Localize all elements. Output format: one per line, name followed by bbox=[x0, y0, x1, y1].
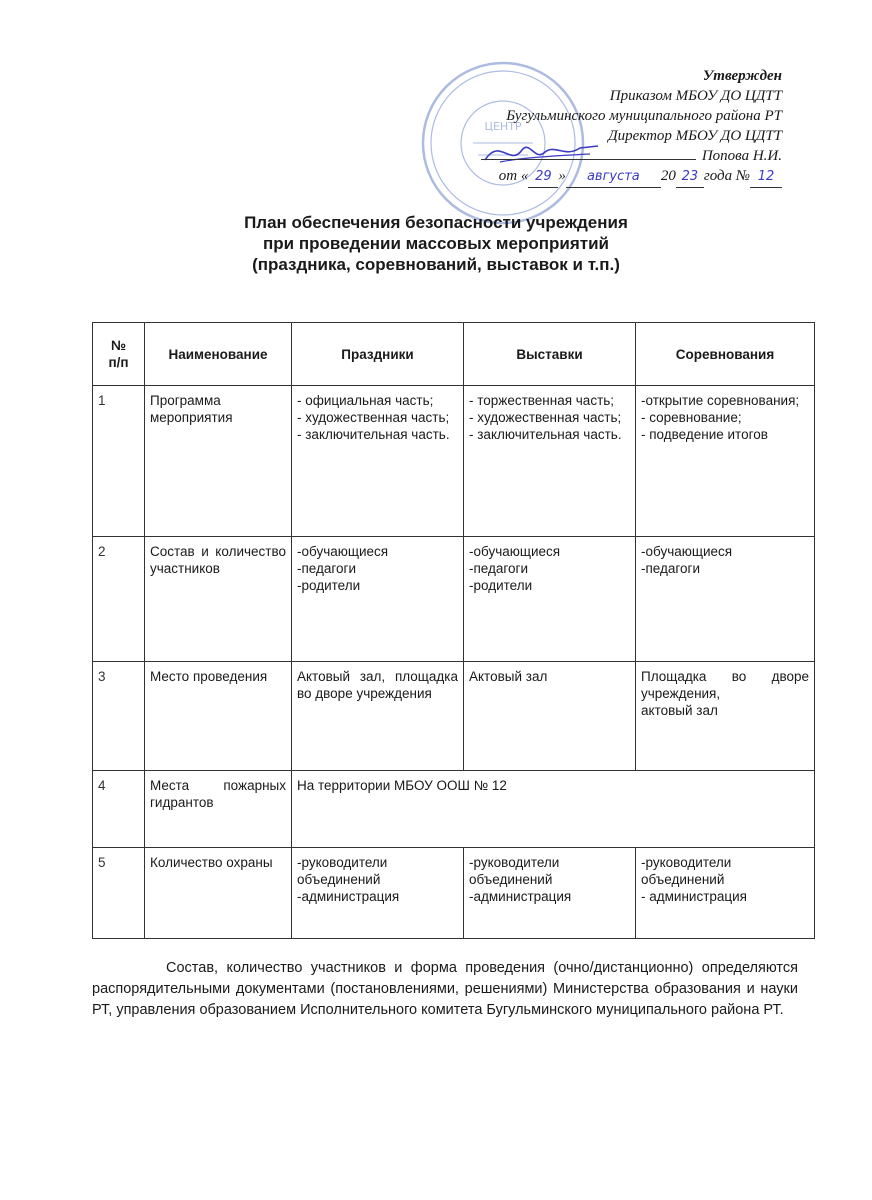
row-name: Места пожарных гидрантов bbox=[145, 771, 292, 848]
row-num: 4 bbox=[93, 771, 145, 848]
cell-holidays: -обучающиеся -педагоги -родители bbox=[292, 537, 464, 662]
header-holidays: Праздники bbox=[292, 323, 464, 386]
row-name: Состав и количество участников bbox=[145, 537, 292, 662]
row-name: Место проведения bbox=[145, 662, 292, 771]
row-num: 1 bbox=[93, 386, 145, 537]
approval-block bbox=[481, 66, 782, 188]
footer-note: Состав, количество участников и форма проведения (очно/дистанционно) определяются распорядительными документами (постановлениями, решениями) Министерства образования и науки РТ, управления образованием Исполнительного комитета Бугульминского муниципального района РТ. bbox=[92, 960, 798, 1018]
header-num: № п/п bbox=[93, 323, 145, 386]
cell-holidays: Актовый зал, площадка во дворе учреждения bbox=[292, 662, 464, 771]
header-name: Наименование bbox=[145, 323, 292, 386]
stamp-text: ЦЕНТР bbox=[484, 120, 522, 133]
row-num: 3 bbox=[93, 662, 145, 771]
date-year: 23 bbox=[676, 167, 704, 188]
header-exhibitions: Выставки bbox=[464, 323, 636, 386]
table-row bbox=[93, 662, 815, 771]
director-name: Попова Н.И. bbox=[701, 148, 782, 164]
date-suffix: года № bbox=[703, 168, 750, 184]
cell-exhibitions: - торжественная часть; - художественная часть; - заключительная часть. bbox=[464, 386, 636, 537]
document-title bbox=[0, 212, 872, 275]
cell-holidays: -руководители объединений -администрация bbox=[292, 848, 464, 939]
safety-plan-table bbox=[92, 322, 815, 939]
table-header-row bbox=[93, 323, 815, 386]
cell-competitions: Площадка во дворе учреждения, актовый зал bbox=[636, 662, 815, 771]
date-month: августа bbox=[566, 167, 661, 188]
row-num: 2 bbox=[93, 537, 145, 662]
table-row bbox=[93, 537, 815, 662]
row-num: 5 bbox=[93, 848, 145, 939]
row-name: Программа мероприятия bbox=[145, 386, 292, 537]
row-name: Количество охраны bbox=[145, 848, 292, 939]
date-quote: » bbox=[558, 168, 566, 184]
approval-director-line: Директор МБОУ ДО ЦДТТ bbox=[608, 128, 782, 144]
approval-signature-line bbox=[481, 146, 782, 166]
cell-competitions: -обучающиеся -педагоги bbox=[636, 537, 815, 662]
cell-competitions: -руководители объединений - администрация bbox=[636, 848, 815, 939]
date-century: 20 bbox=[660, 168, 676, 184]
cell-exhibitions: Актовый зал bbox=[464, 662, 636, 771]
approval-district-line: Бугульминского муниципального района РТ bbox=[506, 108, 782, 124]
cell-exhibitions: -руководители объединений -администрация bbox=[464, 848, 636, 939]
signature-underline bbox=[481, 159, 696, 160]
header-competitions: Соревнования bbox=[636, 323, 815, 386]
cell-competitions: -открытие соревнования; - соревнование; - подведение итогов bbox=[636, 386, 815, 537]
cell-hydrants-location: На территории МБОУ ООШ № 12 bbox=[292, 771, 815, 848]
table-row bbox=[93, 386, 815, 537]
order-number: 12 bbox=[750, 167, 782, 188]
title-line-3: (праздника, соревнований, выставок и т.п.) bbox=[252, 255, 620, 274]
approval-date-line bbox=[481, 166, 782, 188]
title-line-1: План обеспечения безопасности учреждения bbox=[244, 213, 628, 232]
cell-holidays: - официальная часть; - художественная часть; - заключительная часть. bbox=[292, 386, 464, 537]
approval-title: Утвержден bbox=[702, 68, 782, 84]
cell-exhibitions: -обучающиеся -педагоги -родители bbox=[464, 537, 636, 662]
table-row bbox=[93, 771, 815, 848]
title-line-2: при проведении массовых мероприятий bbox=[263, 234, 609, 253]
date-prefix: от « bbox=[498, 168, 529, 184]
table-row bbox=[93, 848, 815, 939]
date-day: 29 bbox=[528, 167, 558, 188]
approval-order-line: Приказом МБОУ ДО ЦДТТ bbox=[609, 88, 782, 104]
